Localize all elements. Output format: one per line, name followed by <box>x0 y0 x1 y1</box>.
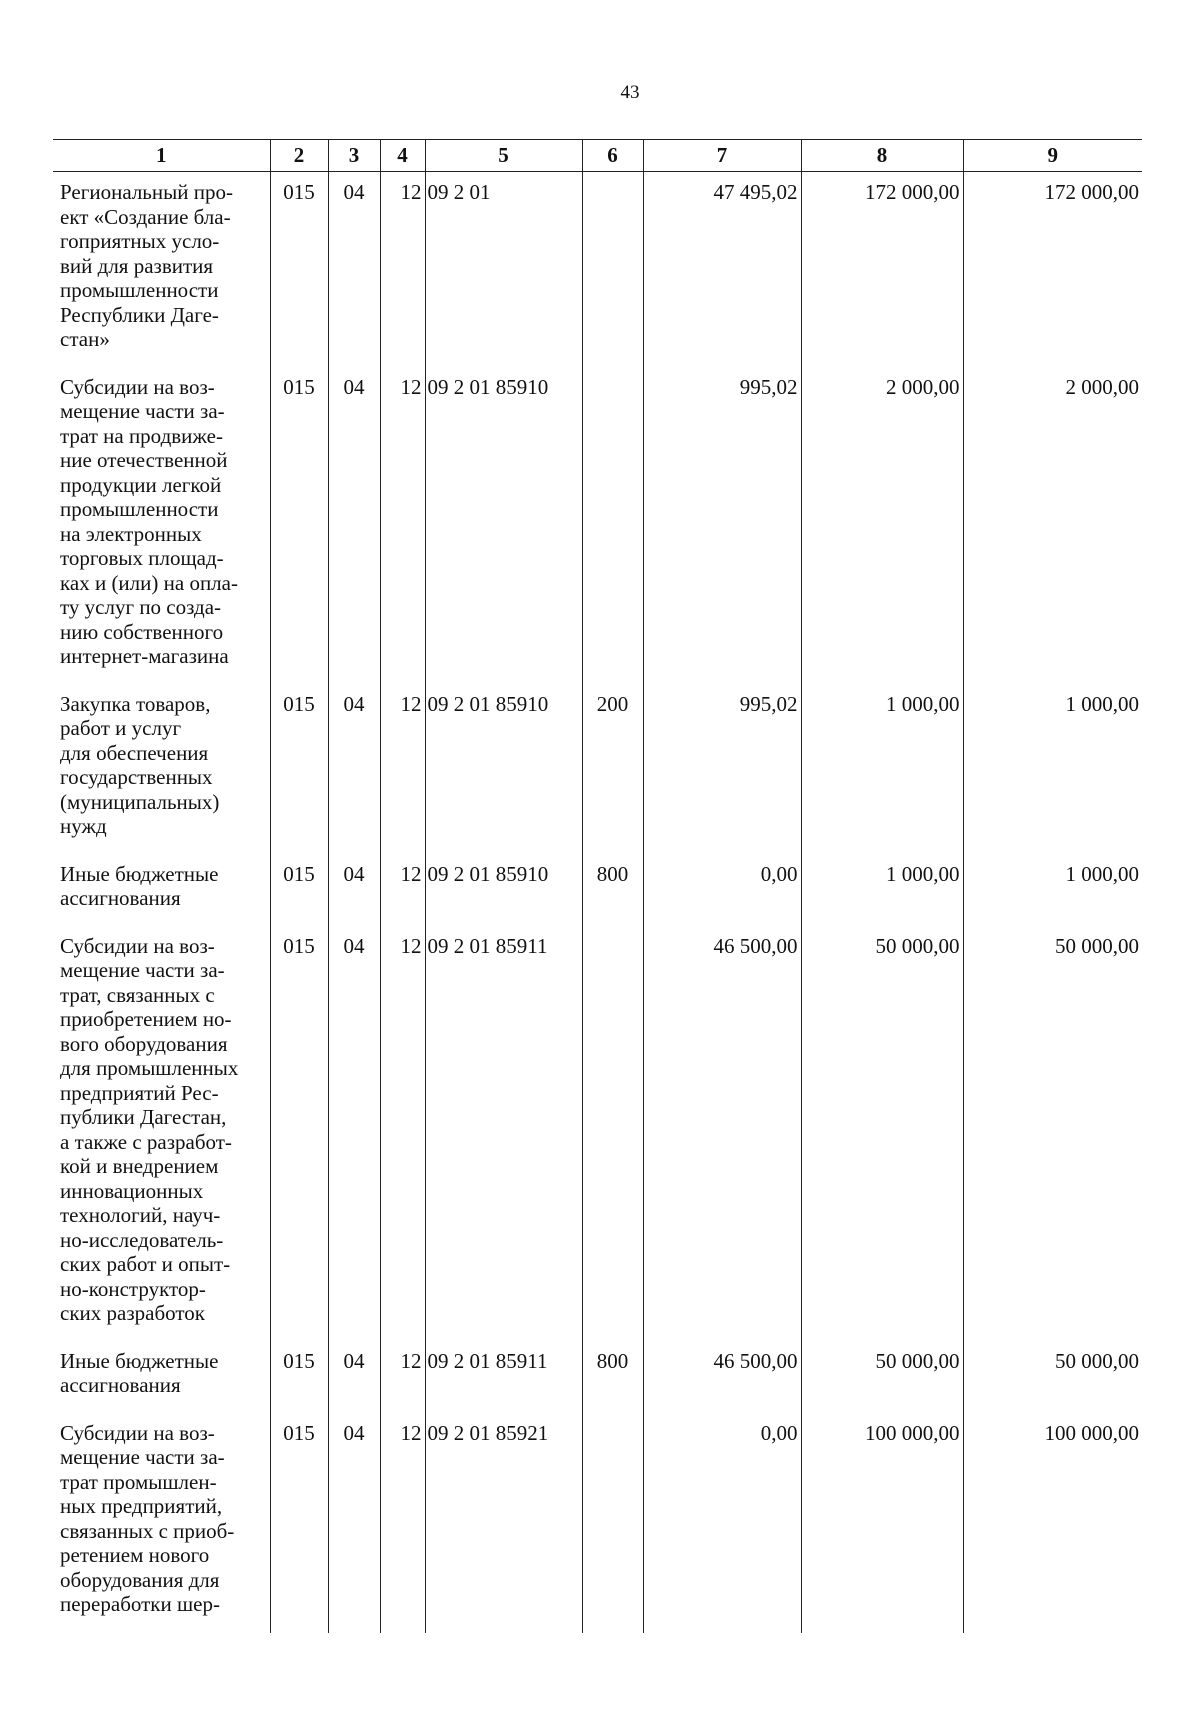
amount-col8-cell: 1 000,00 <box>801 685 963 855</box>
ministry-code-cell: 015 <box>270 927 328 1342</box>
amount-col9-cell: 50 000,00 <box>963 927 1142 1342</box>
row-name-cell: Закупка товаров, работ и услуг для обеспечения государственных (муниципальных) нужд <box>60 691 220 838</box>
amount-col8-cell: 50 000,00 <box>801 1342 963 1414</box>
budget-table <box>53 139 1142 1633</box>
table-row <box>53 855 1142 927</box>
column-header: 3 <box>328 140 380 172</box>
amount-col9-cell: 1 000,00 <box>963 685 1142 855</box>
target-article-cell: 09 2 01 85910 <box>425 855 582 927</box>
table-row <box>53 927 1142 1342</box>
subsection-cell: 12 <box>380 1342 425 1414</box>
section-cell: 04 <box>328 685 380 855</box>
row-name-cell: Иные бюджетные ассигнования <box>60 1348 219 1397</box>
amount-col7-cell: 46 500,00 <box>643 927 801 1342</box>
amount-col7-cell: 995,02 <box>643 368 801 685</box>
section-cell: 04 <box>328 1342 380 1414</box>
expense-type-cell <box>582 927 643 1342</box>
amount-col8-cell: 50 000,00 <box>801 927 963 1342</box>
table-row <box>53 368 1142 685</box>
expense-type-cell <box>582 172 643 368</box>
row-name-cell: Субсидии на воз- мещение части за- трат на продвиже- ние отечественной продукции легкой промышленности на электронных торговых площад- ках и (или) на опла- ту услуг по созда- нию собственного интернет-магазина <box>60 374 238 668</box>
subsection-cell: 12 <box>380 685 425 855</box>
amount-col8-cell: 2 000,00 <box>801 368 963 685</box>
amount-col7-cell: 0,00 <box>643 855 801 927</box>
amount-col9-cell: 100 000,00 <box>963 1414 1142 1633</box>
amount-col7-cell: 0,00 <box>643 1414 801 1633</box>
subsection-cell: 12 <box>380 855 425 927</box>
table-row <box>53 685 1142 855</box>
column-header: 8 <box>801 140 963 172</box>
amount-col9-cell: 1 000,00 <box>963 855 1142 927</box>
row-name-cell: Иные бюджетные ассигнования <box>60 861 219 910</box>
amount-col8-cell: 100 000,00 <box>801 1414 963 1633</box>
section-cell: 04 <box>328 855 380 927</box>
amount-col8-cell: 172 000,00 <box>801 172 963 368</box>
column-header: 4 <box>380 140 425 172</box>
target-article-cell: 09 2 01 85910 <box>425 685 582 855</box>
target-article-cell: 09 2 01 85911 <box>425 1342 582 1414</box>
column-header: 2 <box>270 140 328 172</box>
subsection-cell: 12 <box>380 368 425 685</box>
section-cell: 04 <box>328 172 380 368</box>
ministry-code-cell: 015 <box>270 855 328 927</box>
table-row <box>53 172 1142 368</box>
table-header <box>53 140 1142 172</box>
expense-type-cell <box>582 368 643 685</box>
header-row <box>53 140 1142 172</box>
column-header: 5 <box>425 140 582 172</box>
target-article-cell: 09 2 01 85911 <box>425 927 582 1342</box>
ministry-code-cell: 015 <box>270 1414 328 1633</box>
column-header: 9 <box>963 140 1142 172</box>
expense-type-cell: 800 <box>582 1342 643 1414</box>
ministry-code-cell: 015 <box>270 685 328 855</box>
ministry-code-cell: 015 <box>270 1342 328 1414</box>
amount-col9-cell: 2 000,00 <box>963 368 1142 685</box>
expense-type-cell: 800 <box>582 855 643 927</box>
ministry-code-cell: 015 <box>270 172 328 368</box>
table-body <box>53 172 1142 1633</box>
amount-col8-cell: 1 000,00 <box>801 855 963 927</box>
row-name-cell: Региональный про- ект «Создание бла- гоприятных усло- вий для развития промышленности Республики Даге- стан» <box>60 180 233 351</box>
section-cell: 04 <box>328 927 380 1342</box>
table-row <box>53 1342 1142 1414</box>
amount-col9-cell: 172 000,00 <box>963 172 1142 368</box>
column-header: 7 <box>643 140 801 172</box>
subsection-cell: 12 <box>380 172 425 368</box>
row-name-cell: Субсидии на воз- мещение части за- трат, связанных с приобретением но- вого оборудования для промышленных предприятий Рес- публики Дагестан, а также с разработ- кой и внедрением инновационных технологий, науч- но-исследователь- ских работ и опыт- но-конструктор- ских разработок <box>60 933 239 1325</box>
column-header: 6 <box>582 140 643 172</box>
table-row <box>53 1414 1142 1633</box>
expense-type-cell: 200 <box>582 685 643 855</box>
page-number: 43 <box>620 82 640 103</box>
ministry-code-cell: 015 <box>270 368 328 685</box>
target-article-cell: 09 2 01 85921 <box>425 1414 582 1633</box>
amount-col7-cell: 47 495,02 <box>643 172 801 368</box>
column-header: 1 <box>53 140 270 172</box>
subsection-cell: 12 <box>380 927 425 1342</box>
amount-col7-cell: 46 500,00 <box>643 1342 801 1414</box>
section-cell: 04 <box>328 1414 380 1633</box>
amount-col7-cell: 995,02 <box>643 685 801 855</box>
target-article-cell: 09 2 01 <box>425 172 582 368</box>
target-article-cell: 09 2 01 85910 <box>425 368 582 685</box>
section-cell: 04 <box>328 368 380 685</box>
subsection-cell: 12 <box>380 1414 425 1633</box>
row-name-cell: Субсидии на воз- мещение части за- трат промышлен- ных предприятий, связанных с приоб- ретением нового оборудования для переработки шер- <box>60 1420 235 1616</box>
expense-type-cell <box>582 1414 643 1633</box>
amount-col9-cell: 50 000,00 <box>963 1342 1142 1414</box>
